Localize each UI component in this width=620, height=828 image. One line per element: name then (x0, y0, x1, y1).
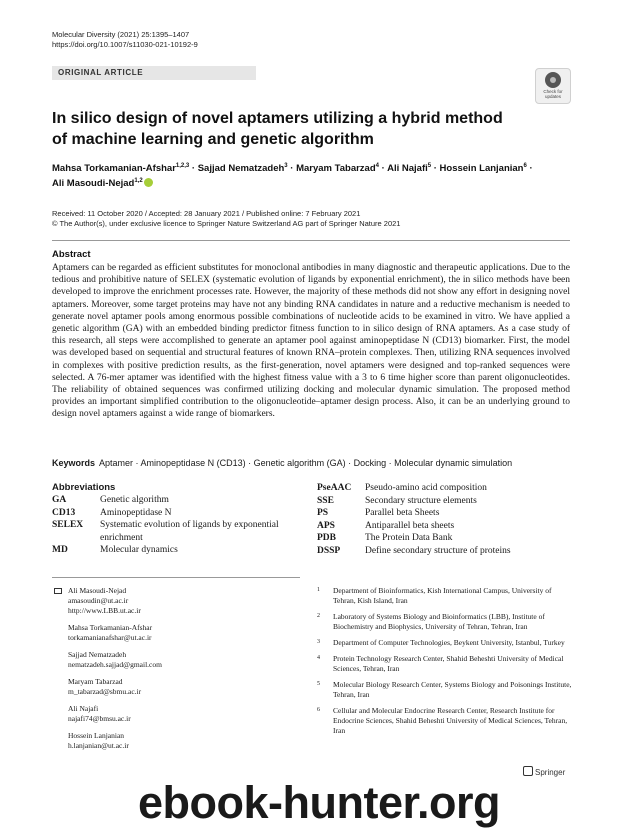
contact-entry (52, 650, 302, 670)
abbreviation-row (317, 520, 570, 533)
abbreviation-key: APS (317, 520, 335, 531)
abbreviation-value: The Protein Data Bank (365, 533, 453, 543)
keywords-list: Aptamer · Aminopeptidase N (CD13) · Genetic algorithm (GA) · Docking · Molecular dynamic simulation (99, 458, 513, 468)
dates-history: Received: 11 October 2020 / Accepted: 28 January 2021 / Published online: 7 February 2021 (52, 209, 361, 218)
contact-website[interactable]: http://www.LBB.ut.ac.ir (68, 606, 141, 615)
abbreviation-value: Parallel beta Sheets (365, 508, 440, 518)
publisher-logo (523, 766, 565, 777)
author-affiliation-ref: 4 (375, 163, 379, 169)
abbreviation-key: CD13 (52, 507, 76, 518)
author-affiliation-ref: 1,2,3 (175, 163, 190, 169)
abstract-heading: Abstract (52, 249, 91, 260)
abbreviation-row (317, 532, 570, 545)
abbreviation-key: MD (52, 545, 68, 555)
contact-entry (52, 677, 302, 697)
abbreviation-value: Aminopeptidase N (100, 507, 172, 518)
abbreviation-row (317, 545, 570, 558)
abbreviation-key: DSSP (317, 545, 341, 556)
abbreviation-row (52, 544, 310, 557)
abbreviation-row (317, 507, 570, 520)
contact-name: Mahsa Torkamanian-Afshar (68, 623, 153, 632)
springer-horse-icon (523, 766, 533, 776)
abbreviation-value: Genetic algorithm (100, 495, 169, 505)
abbreviation-value: Secondary structure elements (365, 495, 477, 506)
paper-title: In silico design of novel aptamers utilizing a hybrid method of machine learning and genetic algorithm (52, 110, 503, 148)
author-affiliation-ref: 5 (427, 163, 432, 169)
author-name[interactable]: Ali Najafi (387, 163, 428, 175)
abbreviation-key: PS (317, 508, 329, 518)
affiliation-text: Cellular and Molecular Endocrine Research Center, Research Institute for Endocrine Sciences, Shahid Beheshti University of Medical Sciences, Tehran, Iran (333, 706, 568, 735)
keywords-label: Keywords (52, 458, 96, 468)
affiliation-entry (317, 638, 572, 648)
contact-email[interactable]: torkamanianafshar@ut.ac.ir (68, 633, 152, 642)
abbreviation-value: Antiparallel beta sheets (365, 520, 455, 531)
abbreviation-row (52, 507, 310, 520)
article-type-label: ORIGINAL ARTICLE (52, 66, 256, 80)
author-affiliation-ref: 6 (523, 163, 527, 169)
abbreviation-value: Molecular dynamics (100, 545, 178, 555)
affiliation-number: 3 (317, 639, 320, 645)
abbreviation-key: SSE (317, 495, 334, 506)
affiliation-text: Department of Computer Technologies, Beykent University, Istanbul, Turkey (333, 638, 565, 647)
contact-name: Sajjad Nematzadeh (68, 650, 127, 659)
contact-name: Maryam Tabarzad (68, 677, 123, 686)
journal-header (52, 30, 198, 50)
keywords (52, 457, 570, 469)
affiliation-number: 1 (317, 587, 320, 593)
affiliation-text: Laboratory of Systems Biology and Bioinformatics (LBB), Institute of Biochemistry and Biophysics, University of Tehran, Tehran, Iran (333, 612, 545, 631)
contact-email[interactable]: amasoudin@ut.ac.ir (68, 596, 129, 605)
journal-citation: Molecular Diversity (2021) 25:1395–1407 (52, 30, 190, 39)
abbreviations-right-column (317, 482, 570, 557)
contact-email[interactable]: nematzadeh.sajjad@gmail.com (68, 660, 162, 669)
publisher-name: Springer (535, 768, 566, 777)
contact-entry (52, 623, 302, 643)
abbreviation-row (52, 519, 310, 544)
contact-name: Hossein Lanjanian (68, 731, 125, 740)
section-divider (52, 240, 570, 241)
affiliation-number: 4 (317, 655, 320, 661)
journal-doi[interactable]: https://doi.org/10.1007/s11030-021-10192-9 (52, 40, 198, 49)
affiliation-entry (317, 706, 572, 736)
author-affiliation-ref: 3 (284, 163, 288, 169)
affiliations-list (317, 586, 572, 742)
abbreviations-left-column (52, 494, 310, 557)
watermark: ebook-hunter.org (138, 777, 500, 828)
contact-name: Ali Najafi (68, 704, 99, 713)
affiliation-entry (317, 654, 572, 674)
author-affiliation-ref: 1,2 (134, 178, 143, 185)
abbreviation-value: Pseudo-amino acid composition (365, 483, 487, 493)
author-name[interactable]: Hossein Lanjanian (439, 163, 524, 175)
affiliation-number: 6 (317, 707, 320, 713)
author-name[interactable]: Sajjad Nematzadeh (197, 163, 285, 175)
abbreviation-row (317, 495, 570, 508)
affiliation-number: 5 (317, 681, 320, 687)
author-name[interactable]: Mahsa Torkamanian-Afshar (52, 163, 176, 175)
contact-email[interactable]: najafi74@bmsu.ac.ir (68, 714, 131, 723)
contact-entry (52, 704, 302, 724)
author-contacts (52, 586, 302, 758)
contact-email[interactable]: h.lanjanian@ut.ac.ir (68, 741, 129, 750)
affiliation-number: 2 (317, 613, 320, 619)
author-name[interactable]: Ali Masoudi-Nejad (52, 178, 135, 190)
copyright-notice: © The Author(s), under exclusive licence to Springer Nature Switzerland AG part of Springer Nature 2021 (52, 219, 401, 228)
contacts-divider (52, 577, 300, 578)
abbreviation-value: Define secondary structure of proteins (365, 545, 511, 556)
affiliation-text: Molecular Biology Research Center, Systems Biology and Poisonings Institute, Tehran, Iran (333, 680, 572, 699)
abbreviation-key: GA (52, 495, 67, 505)
abstract-text: Aptamers can be regarded as efficient substitutes for monoclonal antibodies in many diagnostic and therapeutic applications. Due to the tedious and prohibitive nature of SELEX (systematic evolution of ligands by exponential enrichment), the in silico methods have been developed to improve the enrichment processes rate. However, the majority of these methods did not show any effort in designing novel aptamers. Moreover, some target proteins may have not any binding RNA candidates in nature and a reductive mechanism is needed to generate novel aptamer pools among enormous possible combinations of nucleotide acids to be examined in vitro. We have applied a genetic algorithm (GA) with an embedded binding predictor fitness function to in silico design of RNA aptamers. As a case study of this research, all steps were accomplished to generate an aptamer pool against aminopeptidase N (CD13) biomarker. First, the model was developed based on sequential and structural features of known RNA–protein complexes. Then, utilizing RNA sequences involved in complexes with positive prediction results, as the first-generation, novel aptamers were designed and top-ranked sequences were selected. A 76-mer aptamer was identified with the highest fitness value with a 3 to 6 time higher score than parent oligonucleotides. The reliability of obtained sequences was confirmed utilizing docking and molecular dynamic simulation. The proposed method provides an important simplified contribution to the oligonucleotide–aptamer design process. Also, it can be an underlying ground to design novel aptamers against a wide range of biomarkers. (52, 263, 570, 420)
abbreviation-row (52, 494, 310, 507)
affiliation-entry (317, 612, 572, 632)
abbreviation-key: SELEX (52, 520, 84, 530)
check-updates-line1: Check for (543, 89, 563, 94)
affiliation-text: Department of Bioinformatics, Kish International Campus, University of Tehran, Kish Island, Iran (333, 586, 552, 605)
orcid-icon[interactable] (144, 178, 153, 187)
affiliation-entry (317, 586, 572, 606)
contact-name: Ali Masoudi-Nejad (68, 586, 127, 595)
envelope-icon (54, 588, 62, 594)
contact-email[interactable]: m_tabarzad@sbmu.ac.ir (68, 687, 142, 696)
check-for-updates-badge[interactable] (535, 68, 571, 104)
abbreviation-key: PDB (317, 533, 336, 543)
abbreviation-row (317, 482, 570, 495)
author-name[interactable]: Maryam Tabarzad (296, 163, 376, 175)
contact-entry (52, 731, 302, 751)
abbreviation-key: PseAAC (317, 483, 352, 493)
check-updates-icon (545, 72, 561, 88)
abbreviations-heading: Abbreviations (52, 482, 116, 493)
check-updates-line2: updates (544, 94, 561, 99)
affiliation-entry (317, 680, 572, 700)
abbreviation-value: Systematic evolution of ligands by exponential enrichment (100, 520, 279, 543)
publication-dates (52, 209, 400, 229)
author-list: Mahsa Torkamanian-Afshar$^{1,2,3}$ · Sajjad Nematzadeh$^3$ · Maryam Tabarzad$^4$ · Ali Najafi$^5$ · Hossein Lanjanian$^6$ · Ali Masoudi-Nejad$^{1,2}$ (52, 163, 533, 190)
affiliation-text: Protein Technology Research Center, Shahid Beheshti University of Medical Sciences, Tehran, Iran (333, 654, 564, 673)
contact-entry (52, 586, 302, 616)
